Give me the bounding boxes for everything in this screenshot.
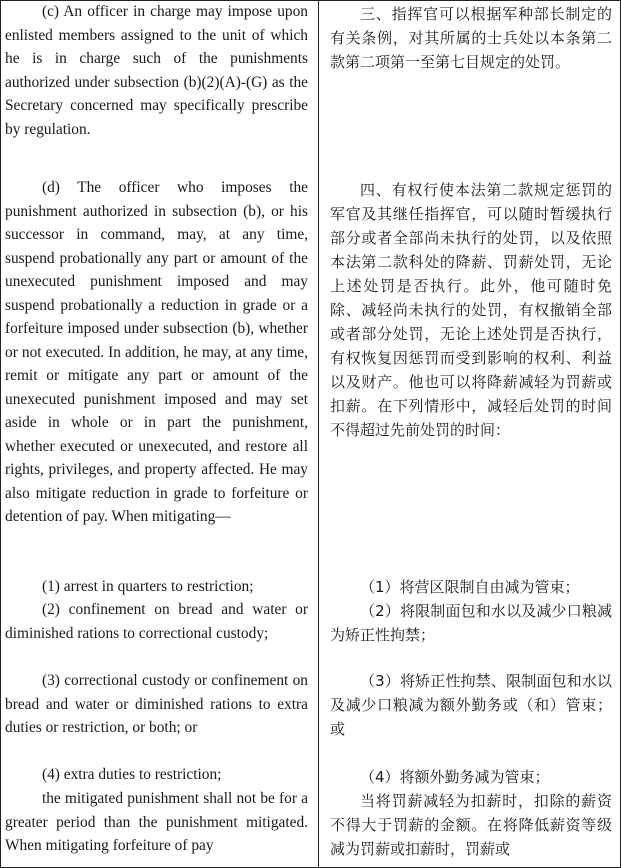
chinese-item-3: （3）将矫正性拘禁、限制面包和水以及减少口粮减为额外勤务或（和）管束；或	[330, 672, 612, 738]
english-item-3: (3) correctional custody or confinement on bread and water or diminished rations to extra duties or restriction, or both; or	[5, 672, 308, 736]
chinese-item-1: （1）将营区限制自由减为管束；	[360, 578, 580, 596]
chinese-paragraph-4: 四、有权行使本法第二款规定惩罚的军官及其继任指挥官，可以随时暂缓执行部分或者全部尚未执行的处罚，以及依照本法第二款科处的降薪、罚薪处罚，无论上述处罚是否执行。此外，他可随时免除、减轻尚未执行的处罚，有权撤销全部或者部分处罚，无论上述处罚是否执行，有权恢复因惩罚而受到影响的权利、利益以及财产。他也可以将降薪减轻为罚薪或扣薪。在下列情形中，减轻后处罚的时间不得超过先前处罚的时间：	[330, 181, 612, 439]
english-item-2: (2) confinement on bread and water or diminished rations to correctional custody;	[5, 601, 308, 642]
english-item-1: (1) arrest in quarters to restriction;	[41, 578, 254, 595]
column-divider	[318, 0, 319, 868]
chinese-closing-text: 当将罚薪减轻为扣薪时，扣除的薪资不得大于罚薪的金额。在将降低薪资等级减为罚薪或扣薪时，罚薪或	[330, 792, 612, 858]
english-item-4: (4) extra duties to restriction;	[41, 766, 222, 783]
english-closing-text: the mitigated punishment shall not be for a greater period than the punishment mitigated. When mitigating forfeiture of pay	[5, 790, 308, 854]
chinese-item-2: （2）将限制面包和水以及减少口粮减为矫正性拘禁；	[330, 602, 612, 644]
chinese-paragraph-3: 三、指挥官可以根据军种部长制定的有关条例，对其所属的士兵处以本条第二款第二项第一至第七目规定的处罚。	[330, 5, 612, 71]
english-subsection-c: (c) An officer in charge may impose upon enlisted members assigned to the unit of which he is in charge such of the punishments authorized under subsection (b)(2)(A)-(G) as the Secretary concerned may specifically prescribe by regulation.	[5, 3, 308, 138]
chinese-item-4: （4）将额外勤务减为管束；	[360, 768, 550, 786]
english-subsection-d: (d) The officer who imposes the punishment authorized in subsection (b), or his successor in command, may, at any time, suspend probationally any part or amount of the unexecuted punishment imposed and may suspend probationally a reduction in grade or a forfeiture imposed under subsection (b), whether or not executed. In addition, he may, at any time, remit or mitigate any part or amount of the unexecuted punishment imposed and may set aside in whole or in part the punishment, whether executed or unexecuted, and restore all rights, privileges, and property affected. He may also mitigate reduction in grade to forfeiture or detention of pay. When mitigating—	[5, 179, 308, 525]
